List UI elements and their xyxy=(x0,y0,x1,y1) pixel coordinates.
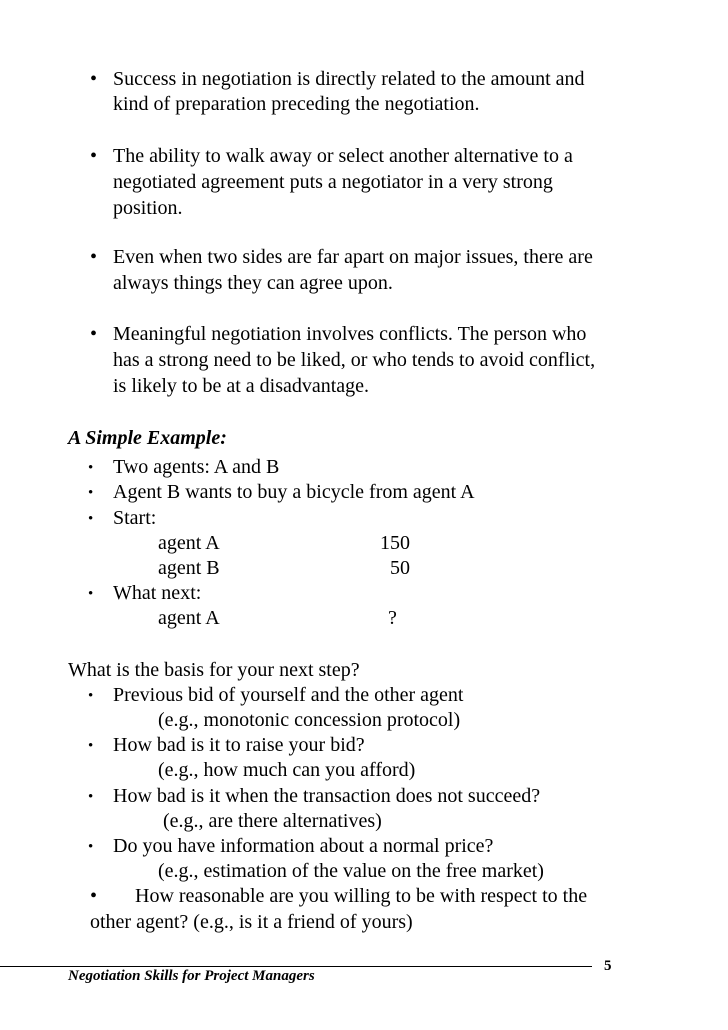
bullet-marker: • xyxy=(88,460,94,476)
basis-note: (e.g., estimation of the value on the free market) xyxy=(158,860,544,882)
basis-note: (e.g., monotonic concession protocol) xyxy=(158,709,461,731)
bullet-text-line: always things they can agree upon. xyxy=(113,272,393,294)
footer-rule xyxy=(0,966,592,967)
bullet-marker: • xyxy=(88,789,94,805)
bullet-text-line: Success in negotiation is directly related to the amount and xyxy=(113,68,585,90)
bullet-marker: • xyxy=(90,885,98,907)
bullet-text-line: kind of preparation preceding the negotiation. xyxy=(113,93,480,115)
example-item: Start: xyxy=(113,507,157,529)
bullet-marker: • xyxy=(90,68,98,90)
bullet-marker: • xyxy=(88,586,94,602)
example-item: Agent B wants to buy a bicycle from agent A xyxy=(113,481,475,503)
bullet-marker: • xyxy=(90,246,98,268)
example-heading: A Simple Example: xyxy=(68,427,227,449)
basis-note: (e.g., are there alternatives) xyxy=(163,810,382,832)
bullet-text-line: position. xyxy=(113,197,183,219)
bullet-marker: • xyxy=(88,738,94,754)
basis-question: What is the basis for your next step? xyxy=(68,659,360,681)
bullet-marker: • xyxy=(88,839,94,855)
basis-item: Previous bid of yourself and the other agent xyxy=(113,684,464,706)
bullet-text-line: negotiated agreement puts a negotiator in a very strong xyxy=(113,171,553,193)
agent-value: ? xyxy=(388,607,397,629)
agent-label: agent A xyxy=(158,607,220,629)
page-number: 5 xyxy=(604,958,612,974)
bullet-text-line: The ability to walk away or select another alternative to a xyxy=(113,145,573,167)
bullet-marker: • xyxy=(88,511,94,527)
bullet-marker: • xyxy=(90,145,98,167)
bullet-text-line: is likely to be at a disadvantage. xyxy=(113,375,370,397)
bullet-text-line: Even when two sides are far apart on major issues, there are xyxy=(113,246,593,268)
basis-item: Do you have information about a normal price? xyxy=(113,835,494,857)
example-item: What next: xyxy=(113,582,202,604)
basis-note: (e.g., how much can you afford) xyxy=(158,759,416,781)
bullet-marker: • xyxy=(90,323,98,345)
bullet-marker: • xyxy=(88,485,94,501)
basis-item: How bad is it to raise your bid? xyxy=(113,734,365,756)
agent-value: 50 xyxy=(390,557,410,579)
example-item: Two agents: A and B xyxy=(113,456,280,478)
basis-item-continuation: other agent? (e.g., is it a friend of yours) xyxy=(90,911,413,933)
bullet-text-line: Meaningful negotiation involves conflicts. The person who xyxy=(113,323,587,345)
agent-value: 150 xyxy=(380,532,410,554)
agent-label: agent A xyxy=(158,532,220,554)
basis-item: How bad is it when the transaction does not succeed? xyxy=(113,785,541,807)
basis-item: How reasonable are you willing to be with respect to the xyxy=(135,885,588,907)
bullet-marker: • xyxy=(88,688,94,704)
bullet-text-line: has a strong need to be liked, or who tends to avoid conflict, xyxy=(113,349,596,371)
agent-label: agent B xyxy=(158,557,220,579)
footer-title: Negotiation Skills for Project Managers xyxy=(68,968,315,984)
